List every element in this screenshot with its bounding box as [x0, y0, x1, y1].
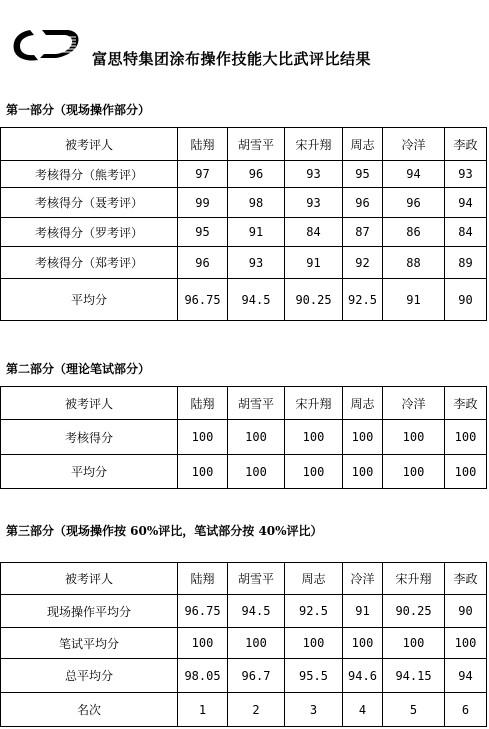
score-cell: 98.05 — [178, 659, 228, 693]
row-label-cell: 平均分 — [1, 455, 178, 489]
header-name-cell: 李政 — [445, 128, 487, 161]
score-cell: 96.7 — [228, 659, 285, 693]
table-row — [1, 693, 487, 727]
score-cell: 100 — [285, 628, 343, 659]
score-cell: 100 — [228, 420, 285, 455]
score-cell: 91 — [228, 218, 285, 247]
score-cell: 87 — [343, 218, 383, 247]
table-row — [1, 218, 487, 247]
score-cell: 91 — [383, 279, 445, 321]
score-cell: 100 — [228, 455, 285, 489]
score-cell: 98 — [228, 188, 285, 218]
score-cell: 96 — [178, 247, 228, 279]
score-cell: 90.25 — [383, 595, 445, 628]
score-cell: 95 — [178, 218, 228, 247]
header-name-cell: 周志 — [343, 387, 383, 420]
score-cell: 100 — [383, 628, 445, 659]
table-row — [1, 659, 487, 693]
score-cell: 100 — [445, 628, 487, 659]
score-cell: 94 — [445, 188, 487, 218]
score-cell: 93 — [228, 247, 285, 279]
header-name-cell: 冷洋 — [383, 387, 445, 420]
score-cell: 5 — [383, 693, 445, 727]
score-cell: 1 — [178, 693, 228, 727]
score-cell: 84 — [445, 218, 487, 247]
row-label-cell: 平均分 — [1, 279, 178, 321]
part3-table — [0, 562, 487, 727]
score-cell: 100 — [383, 420, 445, 455]
score-cell: 89 — [445, 247, 487, 279]
row-label-cell: 考核得分 — [1, 420, 178, 455]
header-name-cell: 陆翔 — [178, 387, 228, 420]
row-label-cell: 考核得分（聂考评） — [1, 188, 178, 218]
score-cell: 93 — [285, 188, 343, 218]
score-cell: 96 — [383, 188, 445, 218]
score-cell: 100 — [445, 420, 487, 455]
header-label-cell: 被考评人 — [1, 128, 178, 161]
score-cell: 94.5 — [228, 279, 285, 321]
score-cell: 99 — [178, 188, 228, 218]
score-cell: 93 — [285, 161, 343, 188]
score-cell: 92.5 — [285, 595, 343, 628]
score-cell: 90 — [445, 279, 487, 321]
header-name-cell: 周志 — [285, 563, 343, 595]
header-label-cell: 被考评人 — [1, 563, 178, 595]
score-cell: 96.75 — [178, 279, 228, 321]
score-cell: 94.15 — [383, 659, 445, 693]
row-label-cell: 考核得分（罗考评） — [1, 218, 178, 247]
part3-heading: 第三部分（现场操作按 60%评比，笔试部分按 40%评比） — [6, 524, 323, 538]
part2-heading: 第二部分（理论笔试部分） — [6, 362, 151, 376]
table-header-row — [1, 387, 487, 420]
score-cell: 93 — [445, 161, 487, 188]
header-name-cell: 冷洋 — [343, 563, 383, 595]
score-cell: 92 — [343, 247, 383, 279]
header-name-cell: 冷洋 — [383, 128, 445, 161]
score-cell: 97 — [178, 161, 228, 188]
score-cell: 100 — [343, 455, 383, 489]
score-cell: 90.25 — [285, 279, 343, 321]
table-row — [1, 628, 487, 659]
score-cell: 94.6 — [343, 659, 383, 693]
score-cell: 86 — [383, 218, 445, 247]
header-name-cell: 李政 — [445, 563, 487, 595]
score-cell: 100 — [383, 455, 445, 489]
score-cell: 96 — [228, 161, 285, 188]
company-logo — [10, 26, 82, 64]
score-cell: 100 — [285, 420, 343, 455]
score-cell: 95.5 — [285, 659, 343, 693]
header-name-cell: 陆翔 — [178, 563, 228, 595]
table-row — [1, 247, 487, 279]
score-cell: 84 — [285, 218, 343, 247]
header-name-cell: 宋升翔 — [285, 387, 343, 420]
score-cell: 95 — [343, 161, 383, 188]
header-name-cell: 陆翔 — [178, 128, 228, 161]
header-name-cell: 周志 — [343, 128, 383, 161]
header-label-cell: 被考评人 — [1, 387, 178, 420]
header-name-cell: 宋升翔 — [383, 563, 445, 595]
score-cell: 96.75 — [178, 595, 228, 628]
score-cell: 94 — [383, 161, 445, 188]
table-row — [1, 420, 487, 455]
score-cell: 3 — [285, 693, 343, 727]
score-cell: 90 — [445, 595, 487, 628]
part1-heading: 第一部分（现场操作部分） — [6, 103, 151, 117]
table-header-row — [1, 128, 487, 161]
part1-table — [0, 127, 487, 321]
row-label-cell: 总平均分 — [1, 659, 178, 693]
score-cell: 4 — [343, 693, 383, 727]
document-title: 富思特集团涂布操作技能大比武评比结果 — [92, 50, 372, 68]
part2-table — [0, 386, 487, 489]
row-label-cell: 笔试平均分 — [1, 628, 178, 659]
score-cell: 100 — [178, 455, 228, 489]
score-cell: 100 — [343, 420, 383, 455]
header-name-cell: 宋升翔 — [285, 128, 343, 161]
score-cell: 100 — [285, 455, 343, 489]
row-label-cell: 现场操作平均分 — [1, 595, 178, 628]
score-cell: 88 — [383, 247, 445, 279]
row-label-cell: 考核得分（熊考评） — [1, 161, 178, 188]
table-row — [1, 279, 487, 321]
table-row — [1, 161, 487, 188]
score-cell: 100 — [178, 628, 228, 659]
row-label-cell: 考核得分（郑考评） — [1, 247, 178, 279]
score-cell: 100 — [178, 420, 228, 455]
score-cell: 96 — [343, 188, 383, 218]
score-cell: 100 — [343, 628, 383, 659]
score-cell: 100 — [228, 628, 285, 659]
header-name-cell: 胡雪平 — [228, 387, 285, 420]
header-name-cell: 胡雪平 — [228, 128, 285, 161]
score-cell: 6 — [445, 693, 487, 727]
header-name-cell: 胡雪平 — [228, 563, 285, 595]
score-cell: 2 — [228, 693, 285, 727]
header-name-cell: 李政 — [445, 387, 487, 420]
table-header-row — [1, 563, 487, 595]
score-cell: 91 — [343, 595, 383, 628]
row-label-cell: 名次 — [1, 693, 178, 727]
score-cell: 100 — [445, 455, 487, 489]
table-row — [1, 188, 487, 218]
score-cell: 91 — [285, 247, 343, 279]
score-cell: 94 — [445, 659, 487, 693]
score-cell: 94.5 — [228, 595, 285, 628]
table-row — [1, 595, 487, 628]
score-cell: 92.5 — [343, 279, 383, 321]
table-row — [1, 455, 487, 489]
